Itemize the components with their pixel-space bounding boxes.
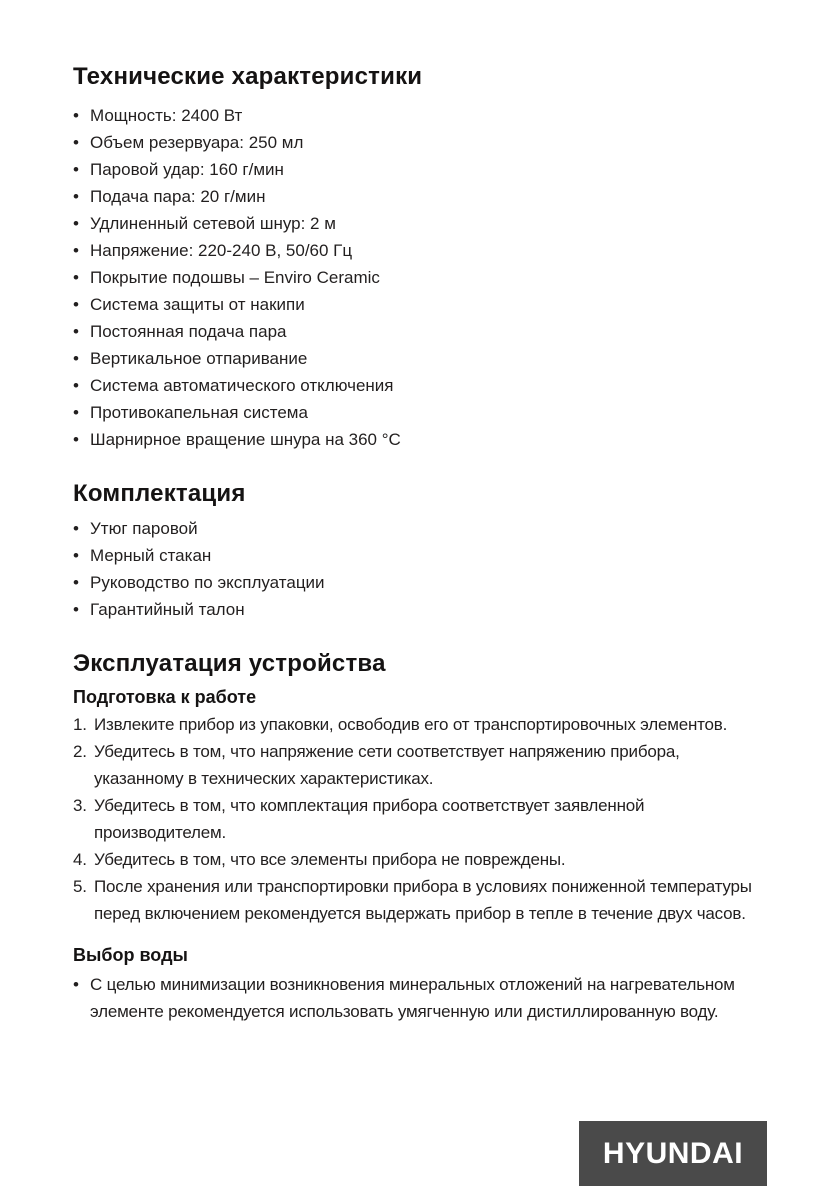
spec-item — [73, 372, 768, 399]
spec-item-text: • Мощность: 2400 Вт — [90, 106, 243, 125]
section-title-specs: Технические характеристики — [73, 63, 423, 90]
specs-list — [73, 102, 768, 453]
package-item-text: • Руководство по эксплуатации — [90, 573, 325, 592]
package-item-text: • Утюг паровой — [90, 519, 198, 538]
spec-item-text: • Напряжение: 220-240 В, 50/60 Гц — [90, 241, 353, 260]
package-item — [73, 515, 768, 542]
subsection-title-water: Выбор воды — [73, 945, 188, 965]
step-number: 4. — [73, 850, 87, 869]
spec-item — [73, 183, 768, 210]
preparation-steps — [73, 711, 768, 927]
package-list — [73, 515, 768, 623]
spec-item — [73, 291, 768, 318]
package-item — [73, 569, 768, 596]
spec-item — [73, 210, 768, 237]
step-number: 2. — [73, 742, 87, 761]
spec-item-text: • Противокапельная система — [90, 403, 308, 422]
spec-item — [73, 237, 768, 264]
spec-item-text: • Вертикальное отпаривание — [90, 349, 308, 368]
package-item-text: • Гарантийный талон — [90, 600, 245, 619]
spec-item-text: • Система защиты от накипи — [90, 295, 305, 314]
step-number: 5. — [73, 877, 87, 896]
spec-item-text: • Объем резервуара: 250 мл — [90, 133, 304, 152]
spec-item-text: • Система автоматического отключения — [90, 376, 394, 395]
section-title-operation: Эксплуатация устройства — [73, 650, 386, 677]
spec-item-text: • Шарнирное вращение шнура на 360 °C — [90, 430, 401, 449]
step-number: 3. — [73, 796, 87, 815]
package-item-text: • Мерный стакан — [90, 546, 212, 565]
water-list — [73, 971, 768, 1025]
spec-item — [73, 426, 768, 453]
spec-item — [73, 156, 768, 183]
spec-item — [73, 129, 768, 156]
step-item — [73, 711, 768, 738]
step-number: 1. — [73, 715, 87, 734]
step-text: Убедитесь в том, что напряжение сети соответствует напряжению прибора, указанному в технических характеристиках. — [94, 742, 680, 788]
hyundai-logo-text: HYUNDAI — [602, 1136, 744, 1170]
spec-item-text: • Удлиненный сетевой шнур: 2 м — [90, 214, 336, 233]
spec-item — [73, 399, 768, 426]
spec-item — [73, 318, 768, 345]
hyundai-logo — [579, 1121, 767, 1186]
step-text: После хранения или транспортировки прибора в условиях пониженной температуры перед включением рекомендуется выдержать прибор в тепле в течение двух часов. — [94, 877, 752, 923]
step-text: Убедитесь в том, что все элементы прибора не повреждены. — [94, 850, 566, 869]
section-title-package: Комплектация — [73, 480, 246, 507]
spec-item — [73, 264, 768, 291]
spec-item-text: • Паровой удар: 160 г/мин — [90, 160, 284, 179]
water-item — [73, 971, 768, 1025]
spec-item — [73, 102, 768, 129]
package-item — [73, 542, 768, 569]
step-item — [73, 792, 768, 846]
step-item — [73, 846, 768, 873]
subsection-title-preparation: Подготовка к работе — [73, 687, 257, 707]
spec-item-text: • Покрытие подошвы – Enviro Ceramic — [90, 268, 380, 287]
step-text: Убедитесь в том, что комплектация прибора соответствует заявленной производителем. — [94, 796, 645, 842]
step-item — [73, 738, 768, 792]
water-item-text: • С целью минимизации возникновения минеральных отложений на нагревательном элементе рекомендуется использовать умягченную или дистиллированную воду. — [90, 975, 735, 1021]
step-text: Извлеките прибор из упаковки, освободив его от транспортировочных элементов. — [94, 715, 728, 734]
spec-item-text: • Подача пара: 20 г/мин — [90, 187, 266, 206]
spec-item — [73, 345, 768, 372]
spec-item-text: • Постоянная подача пара — [90, 322, 287, 341]
package-item — [73, 596, 768, 623]
step-item — [73, 873, 768, 927]
